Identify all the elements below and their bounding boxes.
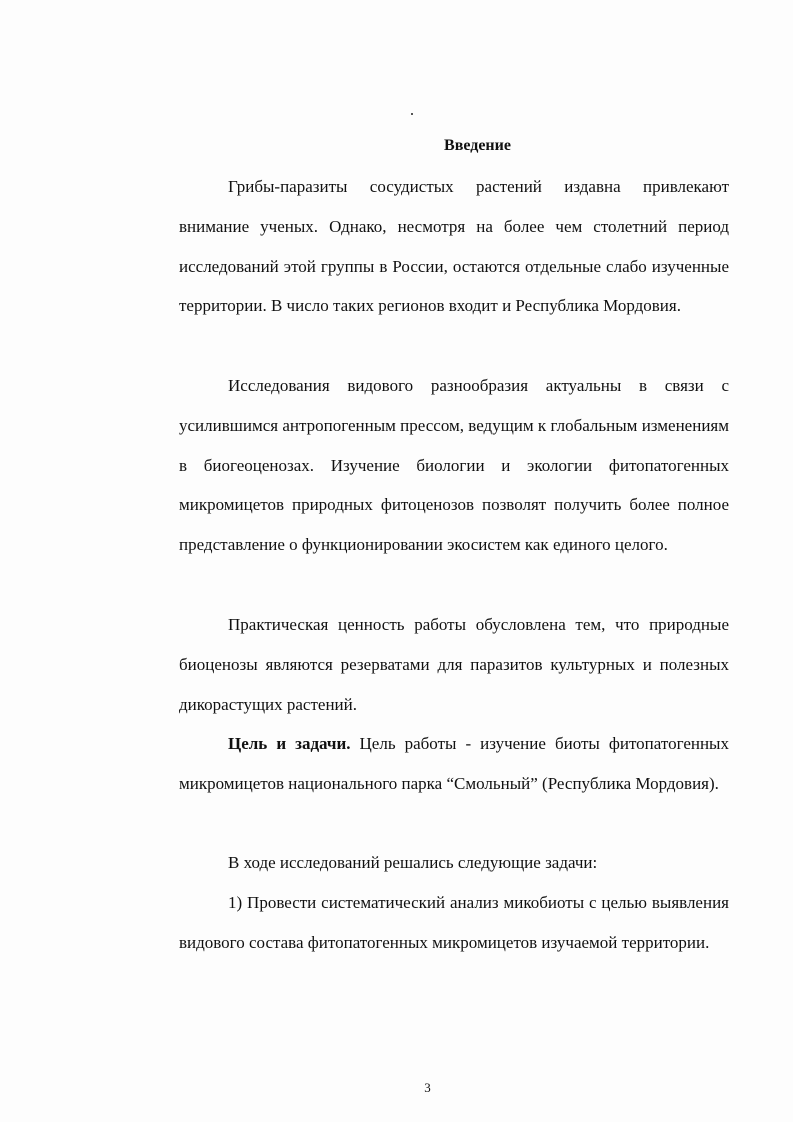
paragraph-relevance: Исследования видового разнообразия актуальны в связи с усилившимся антропогенным прессом, ведущим к глобальным изменениям в биогеоценозах. Изучение биологии и экологии фитопатогенных микромицетов природных фитоценозов позволят получить более полное представление о функционировании экосистем как единого целого.: [179, 376, 729, 555]
goals-label: Цель и задачи.: [228, 734, 351, 753]
page-number: 3: [424, 1080, 431, 1095]
section-heading: Введение: [444, 137, 511, 154]
paragraph-task-1: 1) Провести систематический анализ микобиоты с целью выявления видового состава фитопатогенных микромицетов изучаемой территории.: [179, 893, 729, 952]
paragraph-intro: Грибы-паразиты сосудистых растений издавна привлекают внимание ученых. Однако, несмотря на более чем столетний период исследований этой группы в России, остаются отдельные слабо изученные территории. В число таких регионов входит и Республика Мордовия.: [179, 177, 729, 316]
scan-speck: [411, 113, 413, 115]
paragraph-tasks-intro: В ходе исследований решались следующие задачи:: [228, 853, 598, 872]
paragraph-goals: [179, 724, 729, 804]
goals-text: Цель работы - изучение биоты фитопатогенных микромицетов национального парка “Смольный” (Республика Мордовия).: [179, 734, 729, 793]
paragraph-practical-value: Практическая ценность работы обусловлена тем, что природные биоценозы являются резерватами для паразитов культурных и полезных дикорастущих растений.: [179, 615, 729, 714]
